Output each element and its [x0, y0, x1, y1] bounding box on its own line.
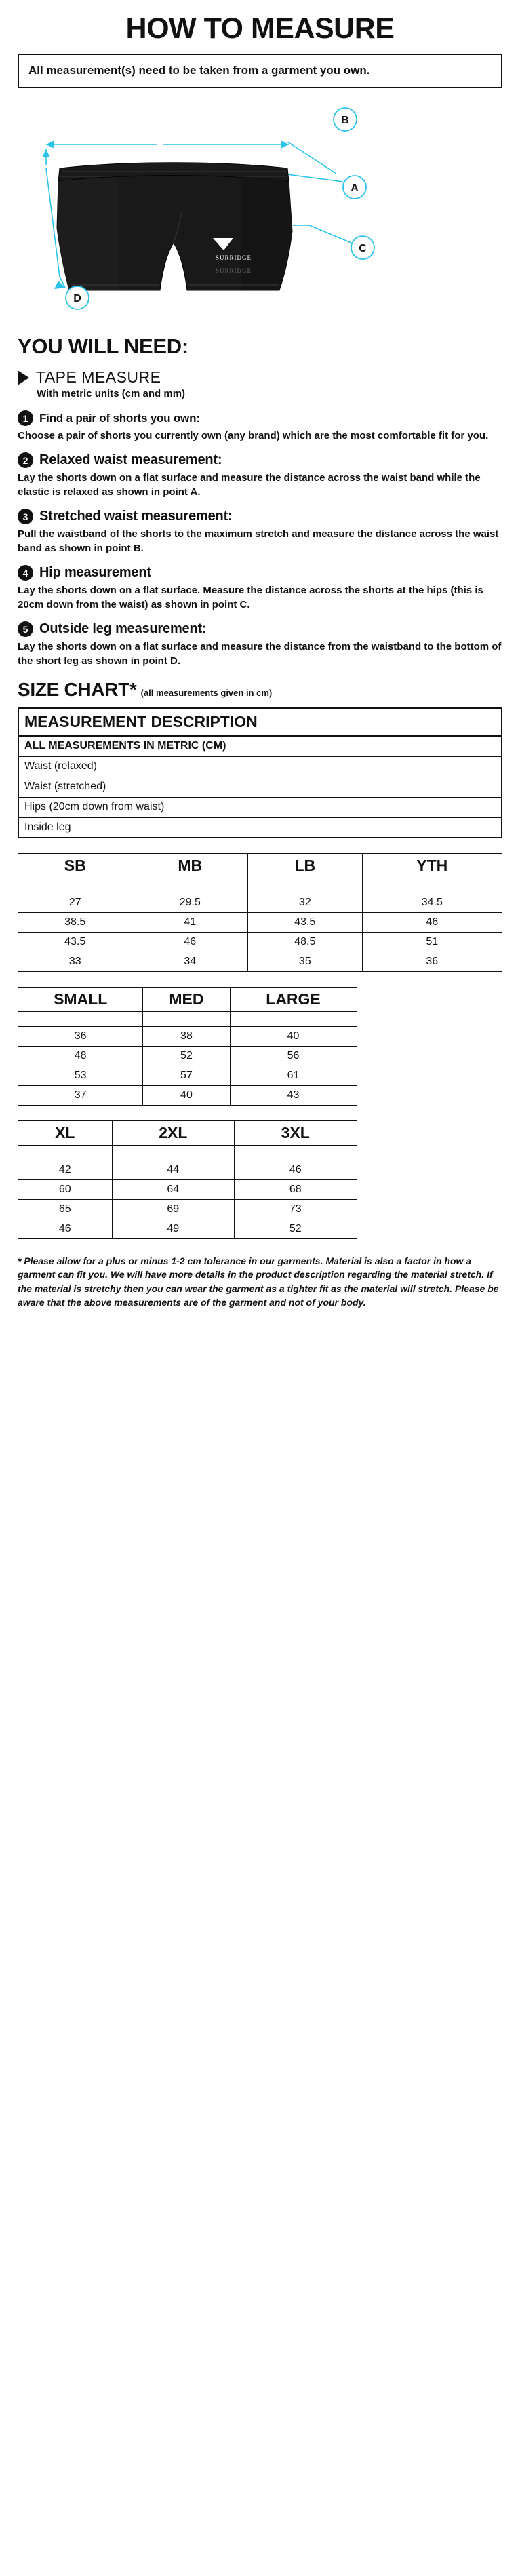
callout-label-d: D [73, 293, 81, 305]
col-header-xl: XL [18, 1121, 113, 1146]
cell: 52 [143, 1047, 230, 1066]
cell: 48 [18, 1047, 143, 1066]
step-3-title: Stretched waist measurement: [39, 509, 233, 524]
cell: 32 [248, 893, 362, 913]
cell: 46 [18, 1219, 113, 1239]
col-header-mb: MB [132, 854, 248, 878]
cell: 60 [18, 1180, 113, 1200]
table-row [18, 952, 502, 972]
table-row [18, 1047, 357, 1066]
shorts-diagram-svg [18, 92, 502, 326]
cell: 56 [230, 1047, 357, 1066]
cell: 43.5 [248, 913, 362, 933]
callout-label-c: C [359, 243, 367, 255]
step-4-body: Lay the shorts down on a flat surface. Measure the distance across the shorts at the hips (this is 20cm down from the waist) as shown in point C. [18, 585, 483, 611]
col-header-yth: YTH [362, 854, 502, 878]
cell: 49 [112, 1219, 234, 1239]
brand-text-top: SURRIDGE [216, 254, 252, 262]
size-table-adult-large [18, 1120, 357, 1239]
col-header-3xl: 3XL [235, 1121, 357, 1146]
cell: 33 [18, 952, 132, 972]
step-5-body: Lay the shorts down on a flat surface and measure the distance from the waistband to the bottom of the short leg as shown in point D. [18, 641, 502, 667]
step-2-head [18, 452, 502, 468]
description-row-2: Waist (stretched) [18, 777, 502, 797]
table-row [18, 1086, 357, 1106]
cell: 36 [18, 1027, 143, 1047]
col-header-sb: SB [18, 854, 132, 878]
shorts-illustration [57, 163, 292, 290]
table-header-row [18, 988, 357, 1012]
cell: 52 [235, 1219, 357, 1239]
footnote-text: * Please allow for a plus or minus 1-2 cm tolerance in our garments. Material is also a factor in how a garment can fit you. We will have more details in the product description regarding the material stretch. If the material is stretchy then you can wear the garment as a tighter fit as the material will stretch. Please be aware that the above measurements are of the garment and not of your body. [18, 1255, 499, 1308]
step-1 [18, 410, 502, 443]
cell: 73 [235, 1200, 357, 1219]
table-row [18, 1180, 357, 1200]
cell: 46 [235, 1160, 357, 1180]
cell: 34.5 [362, 893, 502, 913]
tape-measure-sublabel: With metric units (cm and mm) [37, 388, 186, 400]
cell: 57 [143, 1066, 230, 1086]
cell: 51 [362, 933, 502, 952]
cell: 38 [143, 1027, 230, 1047]
table-row [18, 1012, 357, 1027]
table-row [18, 756, 502, 777]
description-row-4: Inside leg [18, 817, 502, 838]
cell: 43.5 [18, 933, 132, 952]
table-row [18, 1200, 357, 1219]
shorts-diagram [18, 92, 502, 326]
callout-B [334, 108, 357, 131]
step-5-head [18, 621, 502, 637]
table-row [18, 1027, 357, 1047]
step-1-body: Choose a pair of shorts you currently own (any brand) which are the most comfortable fit for you. [18, 430, 489, 442]
measurement-description-table [18, 707, 502, 838]
size-chart-note: (all measurements given in cm) [140, 688, 273, 699]
cell: 44 [112, 1160, 234, 1180]
cell: 43 [230, 1086, 357, 1106]
table-row [18, 1066, 357, 1086]
cell: 65 [18, 1200, 113, 1219]
table-row [18, 777, 502, 797]
step-4-head [18, 565, 502, 581]
size-table-boys [18, 853, 502, 972]
size-table-adult-small [18, 987, 357, 1106]
step-2-title: Relaxed waist measurement: [39, 452, 222, 468]
description-subtitle-cell: ALL MEASUREMENTS IN METRIC (CM) [18, 736, 502, 756]
callout-label-a: A [351, 182, 359, 195]
step-2 [18, 452, 502, 499]
col-header-2xl: 2XL [112, 1121, 234, 1146]
step-1-number: 1 [18, 410, 33, 426]
callout-A [343, 176, 366, 199]
you-will-need-heading: YOU WILL NEED: [18, 334, 188, 359]
table-row [18, 1146, 357, 1160]
table-row [18, 893, 502, 913]
cell: 69 [112, 1200, 234, 1219]
col-header-lb: LB [248, 854, 362, 878]
cell: 41 [132, 913, 248, 933]
table-header-row [18, 854, 502, 878]
step-3-number: 3 [18, 509, 33, 524]
step-5-number: 5 [18, 621, 33, 637]
cell: 40 [230, 1027, 357, 1047]
callout-C [351, 236, 374, 259]
size-chart-heading [18, 679, 502, 701]
size-chart-title: SIZE CHART* [18, 679, 137, 701]
step-4-number: 4 [18, 565, 33, 581]
cell: 38.5 [18, 913, 132, 933]
table-row [18, 736, 502, 756]
cell: 37 [18, 1086, 143, 1106]
cell: 48.5 [248, 933, 362, 952]
table-row [18, 817, 502, 838]
step-2-number: 2 [18, 452, 33, 468]
step-4 [18, 565, 502, 612]
cell: 68 [235, 1180, 357, 1200]
cell: 61 [230, 1066, 357, 1086]
tape-measure-row [18, 368, 502, 387]
step-5 [18, 621, 502, 668]
notice-box [18, 54, 502, 88]
col-header-small: SMALL [18, 988, 143, 1012]
table-row [18, 708, 502, 736]
step-2-body: Lay the shorts down on a flat surface and measure the distance across the waist band while the elastic is relaxed as shown in point A. [18, 472, 481, 499]
table-row [18, 1219, 357, 1239]
step-3-head [18, 509, 502, 524]
cell: 40 [143, 1086, 230, 1106]
cell: 27 [18, 893, 132, 913]
step-5-title: Outside leg measurement: [39, 621, 207, 637]
col-header-med: MED [143, 988, 230, 1012]
col-header-large: LARGE [230, 988, 357, 1012]
callout-label-b: B [341, 115, 349, 127]
cell: 36 [362, 952, 502, 972]
description-row-1: Waist (relaxed) [18, 756, 502, 777]
callout-D [66, 286, 89, 309]
description-title-cell: MEASUREMENT DESCRIPTION [18, 708, 502, 736]
table-row [18, 933, 502, 952]
play-triangle-icon [18, 370, 29, 385]
cell: 46 [362, 913, 502, 933]
table-row [18, 878, 502, 893]
table-row [18, 913, 502, 933]
tape-measure-label: TAPE MEASURE [36, 368, 161, 387]
brand-text-bottom: SURRIDGE [216, 267, 252, 275]
cell: 42 [18, 1160, 113, 1180]
cell: 46 [132, 933, 248, 952]
step-1-title: Find a pair of shorts you own: [39, 411, 200, 425]
step-3 [18, 509, 502, 555]
step-1-head [18, 410, 502, 426]
cell: 35 [248, 952, 362, 972]
notice-text: All measurement(s) need to be taken from a garment you own. [28, 64, 370, 77]
cell: 53 [18, 1066, 143, 1086]
cell: 29.5 [132, 893, 248, 913]
description-row-3: Hips (20cm down from waist) [18, 797, 502, 817]
step-4-title: Hip measurement [39, 565, 151, 581]
page-title: HOW TO MEASURE [125, 12, 395, 45]
step-3-body: Pull the waistband of the shorts to the maximum stretch and measure the distance across the waist band as shown in point B. [18, 528, 499, 555]
table-row [18, 1160, 357, 1180]
cell: 64 [112, 1180, 234, 1200]
table-row [18, 797, 502, 817]
table-header-row [18, 1121, 357, 1146]
cell: 34 [132, 952, 248, 972]
